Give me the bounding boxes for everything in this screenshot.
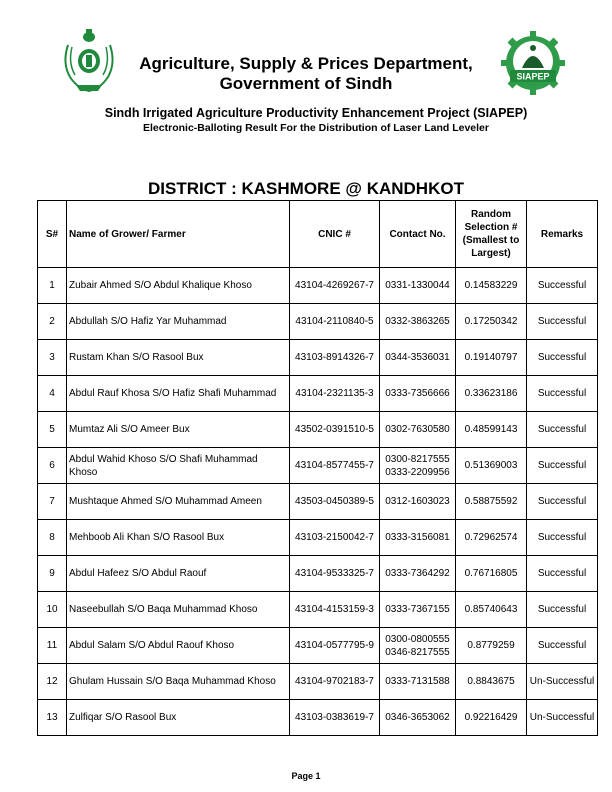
cell-cnic: 43104-2321135-3 bbox=[290, 376, 380, 412]
table-row bbox=[38, 628, 598, 664]
cell-remarks: Successful bbox=[527, 484, 598, 520]
cell-contact bbox=[380, 700, 456, 736]
cell-random: 0.48599143 bbox=[456, 412, 527, 448]
balloting-subtitle: Electronic-Balloting Result For the Distribution of Laser Land Leveler bbox=[143, 122, 489, 134]
cell-random: 0.85740643 bbox=[456, 592, 527, 628]
department-title: Agriculture, Supply & Prices Department, bbox=[139, 54, 473, 73]
cell-cnic: 43104-0577795-9 bbox=[290, 628, 380, 664]
cell-random: 0.8843675 bbox=[456, 664, 527, 700]
cell-random: 0.17250342 bbox=[456, 304, 527, 340]
cell-name: Ghulam Hussain S/O Baqa Muhammad Khoso bbox=[67, 664, 290, 700]
cell-random: 0.92216429 bbox=[456, 700, 527, 736]
cell-cnic: 43503-0450389-5 bbox=[290, 484, 380, 520]
cell-sn: 12 bbox=[38, 664, 67, 700]
contact-number: 0344-3536031 bbox=[385, 352, 450, 363]
cell-sn: 4 bbox=[38, 376, 67, 412]
cell-contact bbox=[380, 412, 456, 448]
cell-remarks: Successful bbox=[527, 412, 598, 448]
cell-remarks: Successful bbox=[527, 340, 598, 376]
cell-name: Abdullah S/O Hafiz Yar Muhammad bbox=[67, 304, 290, 340]
contact-number: 0346-3653062 bbox=[385, 712, 450, 723]
cell-sn: 5 bbox=[38, 412, 67, 448]
cell-contact bbox=[380, 340, 456, 376]
government-title: Government of Sindh bbox=[219, 74, 393, 93]
contact-number: 0331-1330044 bbox=[385, 280, 450, 291]
column-header-remarks: Remarks bbox=[527, 201, 598, 268]
cell-sn: 7 bbox=[38, 484, 67, 520]
cell-sn: 3 bbox=[38, 340, 67, 376]
cell-sn: 8 bbox=[38, 520, 67, 556]
contact-number: 0333-7367155 bbox=[385, 604, 450, 615]
balloting-results-table bbox=[37, 200, 598, 736]
cell-name: Mumtaz Ali S/O Ameer Bux bbox=[67, 412, 290, 448]
district-heading: DISTRICT : KASHMORE @ KANDHKOT bbox=[148, 179, 464, 198]
cell-remarks: Successful bbox=[527, 556, 598, 592]
cell-contact bbox=[380, 484, 456, 520]
cell-sn: 1 bbox=[38, 268, 67, 304]
cell-remarks: Successful bbox=[527, 520, 598, 556]
table-row bbox=[38, 484, 598, 520]
cell-remarks: Successful bbox=[527, 628, 598, 664]
cell-random: 0.14583229 bbox=[456, 268, 527, 304]
cell-cnic: 43104-2110840-5 bbox=[290, 304, 380, 340]
cell-cnic: 43104-9533325-7 bbox=[290, 556, 380, 592]
cell-contact bbox=[380, 304, 456, 340]
contact-number: 0333-7131588 bbox=[385, 676, 450, 687]
cell-sn: 9 bbox=[38, 556, 67, 592]
cell-sn: 11 bbox=[38, 628, 67, 664]
cell-remarks: Successful bbox=[527, 376, 598, 412]
column-header-contact: Contact No. bbox=[380, 201, 456, 268]
project-name: Sindh Irrigated Agriculture Productivity Enhancement Project (SIAPEP) bbox=[104, 106, 528, 120]
table-row bbox=[38, 556, 598, 592]
contact-number-secondary: 0346-8217555 bbox=[385, 646, 450, 658]
cell-cnic: 43104-9702183-7 bbox=[290, 664, 380, 700]
contact-number: 0300-8217555 bbox=[385, 453, 450, 465]
logo-text: SIAPEP bbox=[516, 71, 550, 82]
cell-random: 0.51369003 bbox=[456, 448, 527, 484]
cell-name: Zubair Ahmed S/O Abdul Khalique Khoso bbox=[67, 268, 290, 304]
contact-number: 0333-7364292 bbox=[385, 568, 450, 579]
column-header-sn: S# bbox=[38, 201, 67, 268]
contact-number: 0333-7356666 bbox=[385, 388, 450, 399]
cell-cnic: 43103-2150042-7 bbox=[290, 520, 380, 556]
cell-remarks: Successful bbox=[527, 592, 598, 628]
cell-name: Zulfiqar S/O Rasool Bux bbox=[67, 700, 290, 736]
table-row bbox=[38, 664, 598, 700]
siapep-gear-logo-icon bbox=[500, 30, 566, 96]
cell-remarks: Successful bbox=[527, 448, 598, 484]
cell-contact bbox=[380, 520, 456, 556]
table-body bbox=[38, 268, 598, 736]
cell-cnic: 43502-0391510-5 bbox=[290, 412, 380, 448]
cell-contact bbox=[380, 376, 456, 412]
cell-cnic: 43103-8914326-7 bbox=[290, 340, 380, 376]
column-header-cnic: CNIC # bbox=[290, 201, 380, 268]
column-header-random: Random Selection # (Smallest to Largest) bbox=[456, 201, 527, 268]
cell-contact bbox=[380, 664, 456, 700]
cell-contact bbox=[380, 448, 456, 484]
contact-number: 0300-0800555 bbox=[385, 633, 450, 645]
cell-sn: 6 bbox=[38, 448, 67, 484]
cell-sn: 13 bbox=[38, 700, 67, 736]
sindh-government-emblem-icon bbox=[58, 25, 120, 95]
cell-contact bbox=[380, 628, 456, 664]
cell-random: 0.19140797 bbox=[456, 340, 527, 376]
cell-contact bbox=[380, 268, 456, 304]
contact-number: 0333-3156081 bbox=[385, 532, 450, 543]
cell-cnic: 43104-4269267-7 bbox=[290, 268, 380, 304]
contact-number: 0332-3863265 bbox=[385, 316, 450, 327]
contact-number-secondary: 0333-2209956 bbox=[385, 466, 450, 478]
table-row bbox=[38, 340, 598, 376]
cell-random: 0.72962574 bbox=[456, 520, 527, 556]
cell-sn: 2 bbox=[38, 304, 67, 340]
cell-name: Abdul Wahid Khoso S/O Shafi Muhammad Khoso bbox=[67, 448, 290, 484]
table-row bbox=[38, 700, 598, 736]
cell-name: Mushtaque Ahmed S/O Muhammad Ameen bbox=[67, 484, 290, 520]
table-row bbox=[38, 268, 598, 304]
cell-remarks: Un-Successful bbox=[527, 664, 598, 700]
table-row bbox=[38, 592, 598, 628]
cell-contact bbox=[380, 556, 456, 592]
column-header-name: Name of Grower/ Farmer bbox=[67, 201, 290, 268]
table-row bbox=[38, 376, 598, 412]
table-row bbox=[38, 304, 598, 340]
table-row bbox=[38, 412, 598, 448]
table-row bbox=[38, 520, 598, 556]
cell-name: Abdul Rauf Khosa S/O Hafiz Shafi Muhammad bbox=[67, 376, 290, 412]
cell-name: Mehboob Ali Khan S/O Rasool Bux bbox=[67, 520, 290, 556]
cell-random: 0.58875592 bbox=[456, 484, 527, 520]
cell-remarks: Successful bbox=[527, 268, 598, 304]
cell-name: Abdul Hafeez S/O Abdul Raouf bbox=[67, 556, 290, 592]
contact-number: 0302-7630580 bbox=[385, 424, 450, 435]
cell-remarks: Un-Successful bbox=[527, 700, 598, 736]
cell-remarks: Successful bbox=[527, 304, 598, 340]
cell-name: Rustam Khan S/O Rasool Bux bbox=[67, 340, 290, 376]
table-row bbox=[38, 448, 598, 484]
cell-random: 0.8779259 bbox=[456, 628, 527, 664]
table-header-row bbox=[38, 201, 598, 268]
cell-cnic: 43104-8577455-7 bbox=[290, 448, 380, 484]
cell-random: 0.33623186 bbox=[456, 376, 527, 412]
cell-contact bbox=[380, 592, 456, 628]
page-number: Page 1 bbox=[291, 771, 321, 781]
contact-number: 0312-1603023 bbox=[385, 496, 450, 507]
cell-cnic: 43103-0383619-7 bbox=[290, 700, 380, 736]
cell-name: Abdul Salam S/O Abdul Raouf Khoso bbox=[67, 628, 290, 664]
cell-cnic: 43104-4153159-3 bbox=[290, 592, 380, 628]
cell-sn: 10 bbox=[38, 592, 67, 628]
cell-random: 0.76716805 bbox=[456, 556, 527, 592]
cell-name: Naseebullah S/O Baqa Muhammad Khoso bbox=[67, 592, 290, 628]
